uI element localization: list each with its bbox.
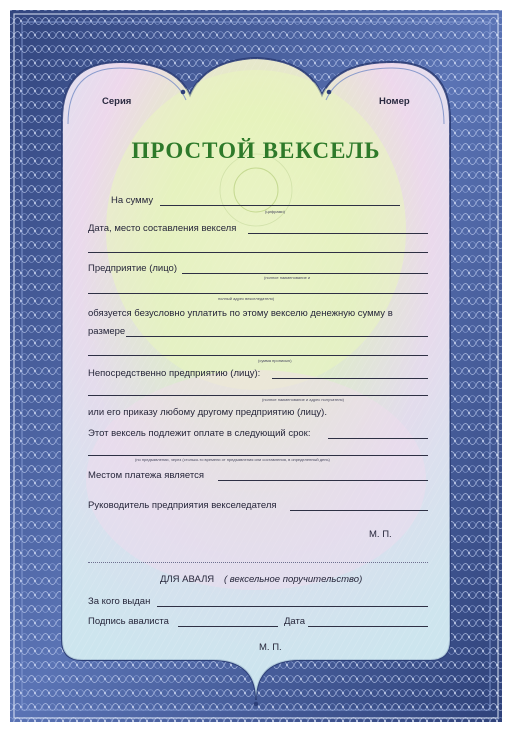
obligation-text: обязуется безусловно уплатить по этому векселю денежную сумму в <box>88 308 393 319</box>
aval-issued-for-field-line[interactable] <box>157 606 428 607</box>
amount-words-field-line[interactable] <box>126 336 428 337</box>
number-label: Номер <box>379 96 410 107</box>
amount-hint: (цифрами) <box>265 209 285 214</box>
enterprise-hint-2: полный адрес векселедателя) <box>218 296 275 301</box>
payee-field-line[interactable] <box>272 378 428 379</box>
enterprise-field-line[interactable] <box>182 273 428 274</box>
aval-seal-placeholder: М. П. <box>259 642 282 653</box>
order-text: или его приказу любому другому предприятию (лицу). <box>88 407 327 418</box>
document-title: ПРОСТОЙ ВЕКСЕЛЬ <box>131 138 381 163</box>
enterprise-field-line-2[interactable] <box>88 293 428 294</box>
payee-label: Непосредственно предприятию (лицу): <box>88 368 261 379</box>
payment-term-label: Этот вексель подлежит оплате в следующий срок: <box>88 428 311 439</box>
amount-in-words-label: размере <box>88 326 126 337</box>
aval-heading: ДЛЯ АВАЛЯ <box>160 574 215 585</box>
series-label: Серия <box>102 96 132 107</box>
aval-signature-label: Подпись авалиста <box>88 616 169 627</box>
enterprise-hint: (полное наименование и <box>264 275 311 280</box>
amount-field-line[interactable] <box>160 205 400 206</box>
sum-words-hint: (сумма прописью) <box>258 358 292 363</box>
payment-term-field-line-2[interactable] <box>88 455 428 456</box>
payment-place-label: Местом платежа является <box>88 470 204 481</box>
date-place-label: Дата, место составления векселя <box>88 223 237 234</box>
aval-divider <box>88 562 428 563</box>
seal-placeholder: М. П. <box>369 529 392 540</box>
payee-field-line-2[interactable] <box>88 395 428 396</box>
aval-date-label: Дата <box>284 616 306 627</box>
aval-date-field-line[interactable] <box>308 626 428 627</box>
payment-term-field-line[interactable] <box>328 438 428 439</box>
director-signature-line[interactable] <box>290 510 428 511</box>
amount-words-field-line-2[interactable] <box>88 355 428 356</box>
date-place-field-line-2[interactable] <box>88 252 428 253</box>
aval-signature-line[interactable] <box>178 626 278 627</box>
enterprise-label: Предприятие (лицо) <box>88 263 177 274</box>
payee-hint: (полное наименование и адрес получателя) <box>262 397 344 402</box>
payment-place-field-line[interactable] <box>218 480 428 481</box>
date-place-field-line[interactable] <box>248 233 428 234</box>
aval-heading-note: ( вексельное поручительство) <box>224 574 363 585</box>
director-label: Руководитель предприятия векселедателя <box>88 500 277 511</box>
aval-issued-for-label: За кого выдан <box>88 596 151 607</box>
amount-label: На сумму <box>111 195 154 206</box>
payment-term-hint: (по предъявлении, через (столько-то времени от предъявления или составления, в определенный день) <box>135 457 330 462</box>
